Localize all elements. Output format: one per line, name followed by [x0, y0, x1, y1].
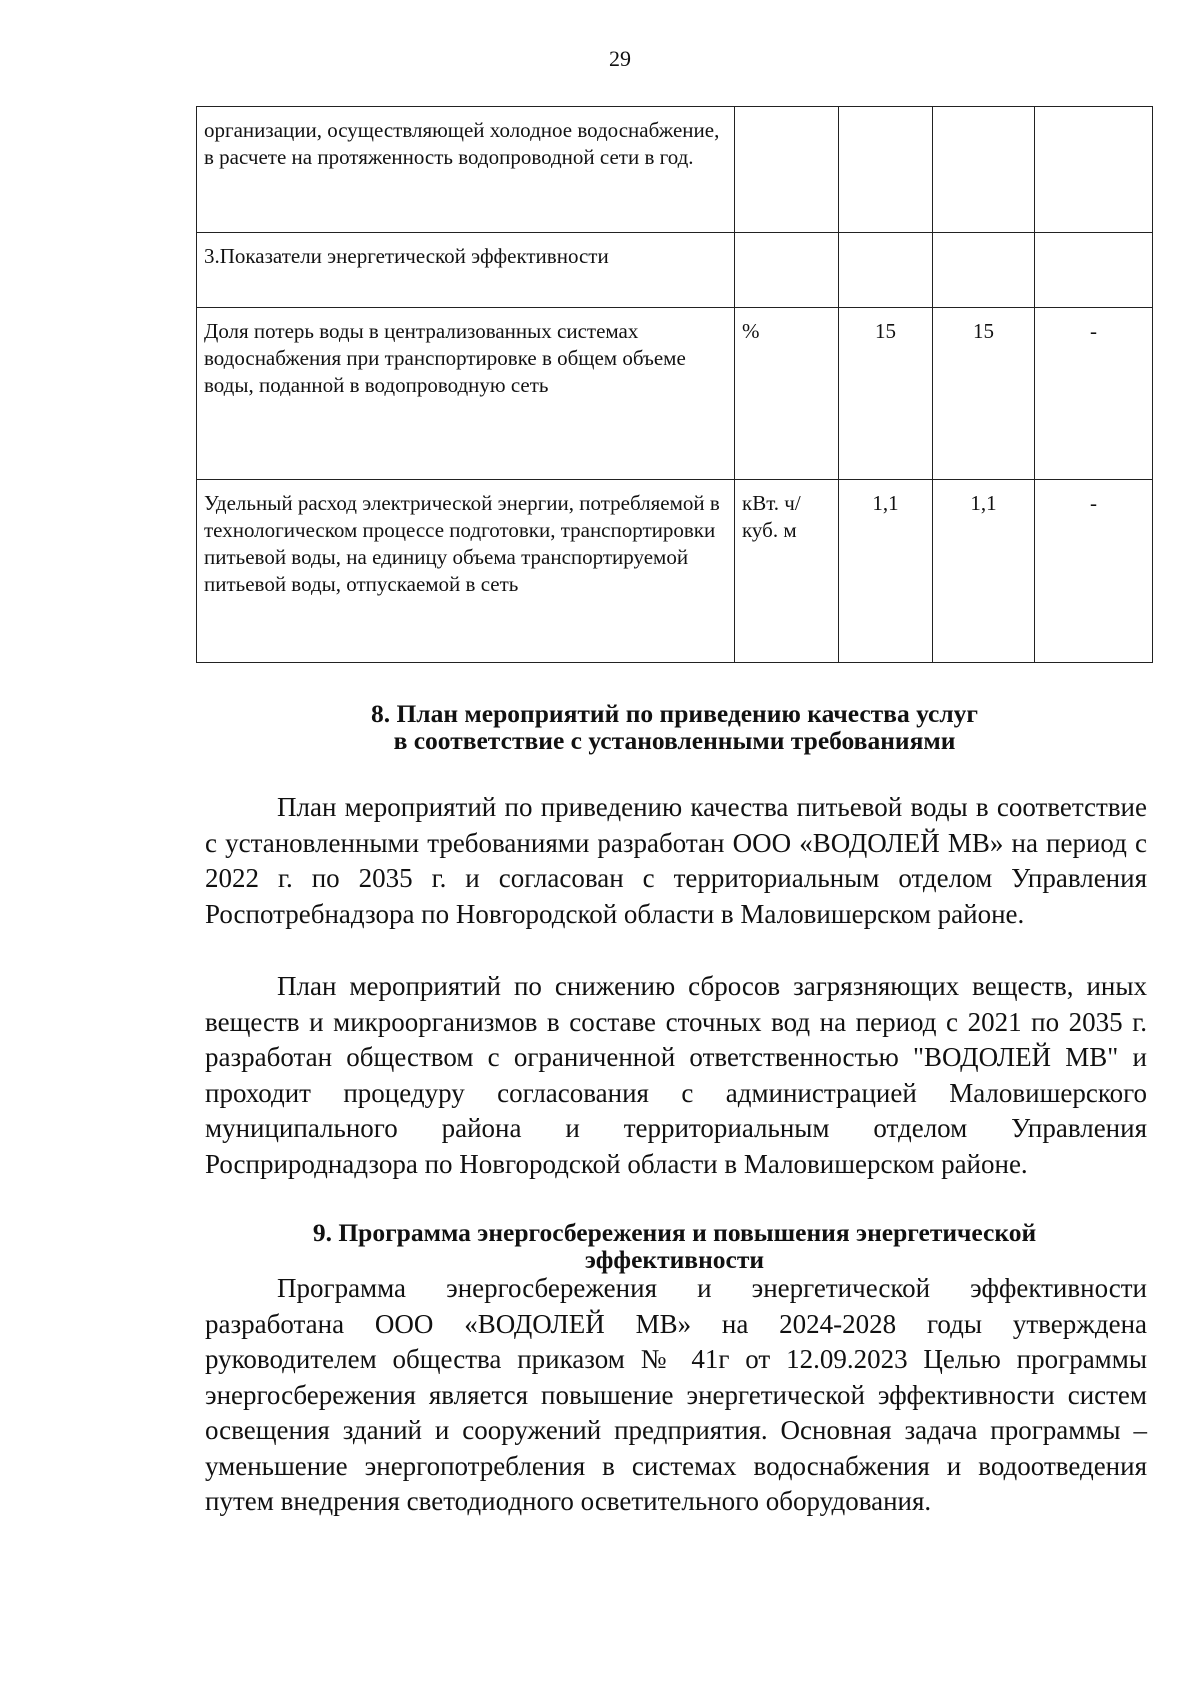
- indicator-unit: [735, 233, 839, 308]
- page-number: 29: [609, 46, 631, 71]
- indicator-value-3: -: [1035, 308, 1153, 480]
- section-8-heading-line-1: 8. План мероприятий по приведению качества услуг: [370, 699, 979, 728]
- indicator-name: Удельный расход электрической энергии, потребляемой в технологическом процессе подготовки, транспортировки питьевой воды, на единицу объема транспортируемой питьевой воды, отпускаемой в сеть: [197, 480, 735, 663]
- indicator-value-2: 15: [933, 308, 1035, 480]
- section-9-heading-line-1: 9. Программа энергосбережения и повышения энергетической: [312, 1218, 1037, 1247]
- indicator-value-1: 1,1: [839, 480, 933, 663]
- indicator-unit: [735, 107, 839, 233]
- indicator-name: Доля потерь воды в централизованных системах водоснабжения при транспортировке в общем объеме воды, поданной в водопроводную сеть: [197, 308, 735, 480]
- indicator-name: организации, осуществляющей холодное водоснабжение, в расчете на протяженность водопроводной сети в год.: [197, 107, 735, 233]
- indicator-unit: %: [735, 308, 839, 480]
- section-9-heading-line-2: эффективности: [584, 1245, 765, 1274]
- table-row: [197, 308, 1153, 480]
- indicator-unit: кВт. ч/ куб. м: [735, 480, 839, 663]
- indicator-value-3: [1035, 107, 1153, 233]
- table-row: [197, 107, 1153, 233]
- indicator-value-1: [839, 233, 933, 308]
- indicator-value-3: -: [1035, 480, 1153, 663]
- section-8-heading: [196, 700, 1153, 754]
- table-row: [197, 233, 1153, 308]
- section-9-paragraph-1: Программа энергосбережения и энергетической эффективности разработана ООО «ВОДОЛЕЙ МВ» на 2024-2028 годы утверждена руководителем общества приказом № 41г от 12.09.2023 Целью программы энергосбережения является повышение энергетической эффективности систем освещения зданий и сооружений предприятия. Основная задача программы – уменьшение энергопотребления в системах водоснабжения и водоотведения путем внедрения светодиодного осветительного оборудования.: [205, 1273, 1147, 1516]
- section-8-heading-line-2: в соответствие с установленными требованиями: [393, 726, 956, 755]
- indicators-table: [196, 106, 1153, 663]
- indicator-group-title: 3.Показатели энергетической эффективности: [197, 233, 735, 308]
- indicator-value-2: [933, 233, 1035, 308]
- indicator-value-2: [933, 107, 1035, 233]
- indicator-value-1: 15: [839, 308, 933, 480]
- indicator-value-2: 1,1: [933, 480, 1035, 663]
- indicator-value-3: [1035, 233, 1153, 308]
- table-row: [197, 480, 1153, 663]
- indicator-value-1: [839, 107, 933, 233]
- section-8-paragraph-2: План мероприятий по снижению сбросов загрязняющих веществ, иных веществ и микроорганизмов в составе сточных вод на период с 2021 по 2035 г. разработан обществом с ограниченной ответственностью "ВОДОЛЕЙ МВ" и проходит процедуру согласования с администрацией Маловишерского муниципального района и территориальным отделом Управления Росприроднадзора по Новгородской области в Маловишерском районе.: [205, 971, 1147, 1179]
- section-9-heading: [196, 1219, 1153, 1273]
- section-8-paragraph-1: План мероприятий по приведению качества питьевой воды в соответствие с установленными требованиями разработан ООО «ВОДОЛЕЙ МВ» на период с 2022 г. по 2035 г. и согласован с территориальным отделом Управления Роспотребнадзора по Новгородской области в Маловишерском районе.: [205, 792, 1147, 929]
